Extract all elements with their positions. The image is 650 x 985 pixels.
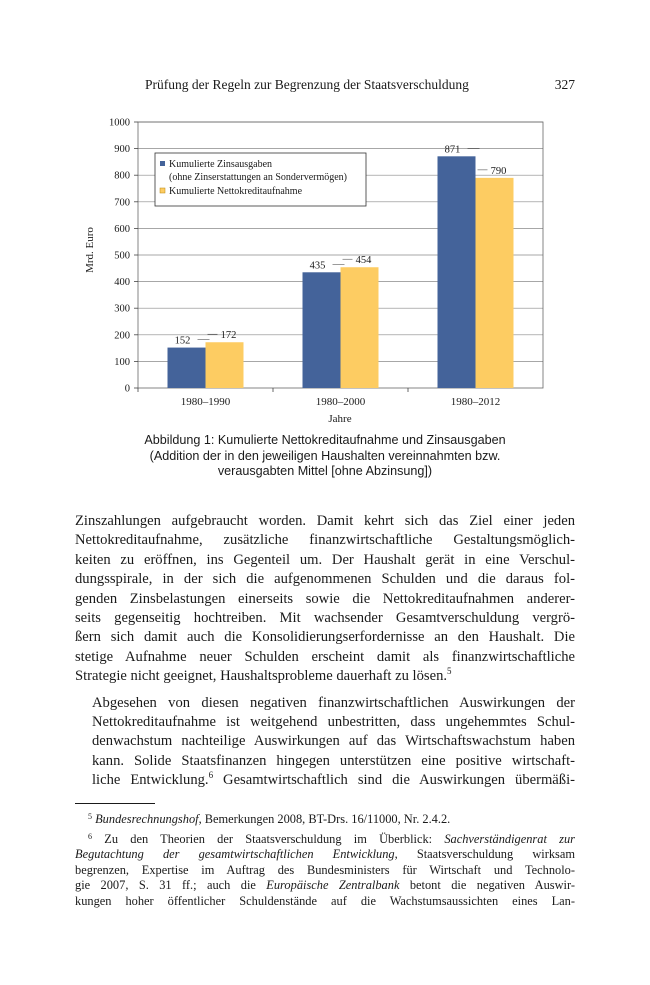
text-line: ßern sich damit auch die Konsolidierungserfordernisse an den Haushalt. Die — [75, 629, 575, 646]
y-tick-label: 300 — [114, 303, 130, 315]
footnote-italic: Sachverständigenrat zur — [444, 831, 575, 846]
paragraph-2 — [75, 694, 575, 791]
text-line — [75, 667, 575, 686]
text-line: begrenzen, Expertise im Auftrag des Bundesministers für Wirtschaft und Technolo- — [75, 862, 575, 877]
y-tick-label: 900 — [114, 144, 130, 156]
bar-interest — [438, 156, 476, 388]
x-axis-label: Jahre — [328, 413, 352, 425]
y-tick-label: 700 — [114, 197, 130, 209]
data-label: 790 — [490, 165, 507, 177]
y-tick-label: 0 — [124, 383, 130, 395]
x-tick-label: 1980–2000 — [315, 396, 366, 408]
text-line: Nettokreditaufnahme ist weitgehend unbestritten, dass ungehemmtes Schul- — [92, 714, 575, 731]
paragraph-1 — [75, 512, 575, 687]
text-line: Abgesehen von diesen negativen finanzwirtschaftlichen Auswirkungen der — [92, 694, 575, 711]
bar-interest — [303, 272, 341, 388]
footnote-text: gie 2007, S. 31 ff.; auch die — [75, 878, 267, 893]
text-line: denwachstum nachteilige Auswirkungen auf das Wirtschaftswachstum haben — [92, 733, 575, 750]
y-tick-label: 800 — [114, 170, 130, 182]
footnote-ref: 5 — [447, 666, 452, 677]
footnote-rule — [75, 803, 155, 804]
x-tick-label: 1980–1990 — [180, 396, 231, 408]
x-tick-label: 1980–2012 — [450, 396, 501, 408]
page-number: 327 — [554, 77, 575, 92]
bar-borrowing — [206, 342, 244, 388]
bar-chart — [80, 110, 560, 428]
text-line — [75, 878, 575, 894]
text-line: kungen hoher öffentlicher Schuldenstände auf die Wachstumsaussichten eines Lan- — [75, 893, 575, 908]
footnote-italic: Begutachtung der gesamtwirtschaftlichen Entwicklung — [75, 847, 395, 862]
legend-entry-interest-note: (ohne Zinserstattungen an Sondervermögen) — [169, 172, 348, 183]
y-tick-label: 400 — [114, 277, 130, 289]
figure-caption — [75, 433, 575, 480]
text-segment: Strategie nicht geeignet, Haushaltsprobleme dauerhaft zu lösen. — [75, 668, 448, 685]
bar-borrowing — [476, 178, 514, 388]
legend — [155, 153, 366, 206]
text-line: keiten zu eröffnen, ins Gegenteil um. Der Haushalt gerät in eine Verschul- — [75, 551, 575, 568]
text-segment: Gesamtwirtschaftlich sind die Auswirkungen übermäßi- — [213, 772, 575, 789]
y-tick-label: 200 — [114, 330, 130, 342]
running-title: Prüfung der Regeln zur Begrenzung der Staatsverschuldung — [145, 77, 469, 92]
y-tick-label: 500 — [114, 250, 130, 262]
legend-swatch-interest — [160, 161, 165, 166]
footnote-number: 5 — [88, 812, 92, 821]
caption-line: verausgabten Mittel [ohne Abzinsung]) — [217, 464, 433, 478]
footnotes — [75, 812, 575, 914]
text-line: genden Zinsbelastungen einerseits sowie die Nettokreditaufnahmen anderer- — [75, 590, 575, 607]
caption-line: Abbildung 1: Kumulierte Nettokreditaufnahme und Zinsausgaben — [144, 433, 506, 447]
bar-borrowing — [341, 267, 379, 388]
legend-entry-interest: Kumulierte Zinsausgaben — [169, 159, 273, 170]
caption-line: (Addition der in den jeweiligen Haushalten vereinnahmten bzw. — [149, 448, 501, 463]
data-label: 152 — [174, 335, 191, 347]
footnote-text: Zu den Theorien der Staatsverschuldung im Überblick: — [104, 831, 445, 846]
text-line: stetige Aufnahme neuer Schulden erscheint damit als finanzwirtschaftliche — [75, 648, 575, 665]
data-label: 871 — [444, 144, 461, 156]
footnote-italic: Europäische Zentralbank — [266, 878, 400, 893]
y-axis-label: Mrd. Euro — [84, 227, 96, 273]
data-label: 435 — [309, 260, 326, 272]
footnote-5 — [75, 812, 575, 828]
text-line: kann. Solide Staatsfinanzen hingegen unterstützen eine positive wirtschaft- — [92, 752, 575, 769]
bar-interest — [168, 348, 206, 388]
legend-swatch-borrowing — [160, 188, 165, 193]
text-line — [75, 847, 575, 863]
running-header — [75, 77, 575, 93]
footnote-number: 6 — [88, 831, 92, 841]
footnote-text: betont die negativen Auswir- — [399, 878, 576, 893]
text-line: Zinszahlungen aufgebraucht worden. Damit kehrt sich das Ziel einer jeden — [75, 513, 575, 529]
text-line: seits gegenseitig hochtreiben. Mit wachsender Gesamtverschuldung vergrö- — [75, 610, 575, 627]
footnote-italic: Bundesrechnungshof — [95, 812, 199, 826]
text-line: dungsspirale, in der sich die aufgenommenen Schulden und die daraus fol- — [75, 571, 575, 588]
y-tick-label: 600 — [114, 223, 130, 235]
text-line — [75, 771, 575, 790]
text-segment: liche Entwicklung. — [92, 772, 209, 789]
footnote-text: , Staatsverschuldung wirksam — [394, 847, 575, 862]
footnote-text: , Bemerkungen 2008, BT-Drs. 16/11000, Nr. 2.4.2. — [198, 812, 451, 826]
footnote-6 — [75, 832, 575, 910]
body-text — [75, 512, 575, 791]
legend-entry-borrowing: Kumulierte Nettokreditaufnahme — [169, 186, 303, 197]
y-tick-label: 100 — [114, 356, 130, 368]
footnote-ref: 6 — [208, 770, 214, 781]
text-line — [75, 832, 575, 848]
y-tick-label: 1000 — [109, 117, 130, 129]
data-label: 454 — [355, 255, 372, 267]
text-line: Nettokreditaufnahme, zusätzliche finanzwirtschaftliche Gestaltungsmöglich- — [75, 532, 575, 549]
data-label: 172 — [220, 330, 237, 342]
